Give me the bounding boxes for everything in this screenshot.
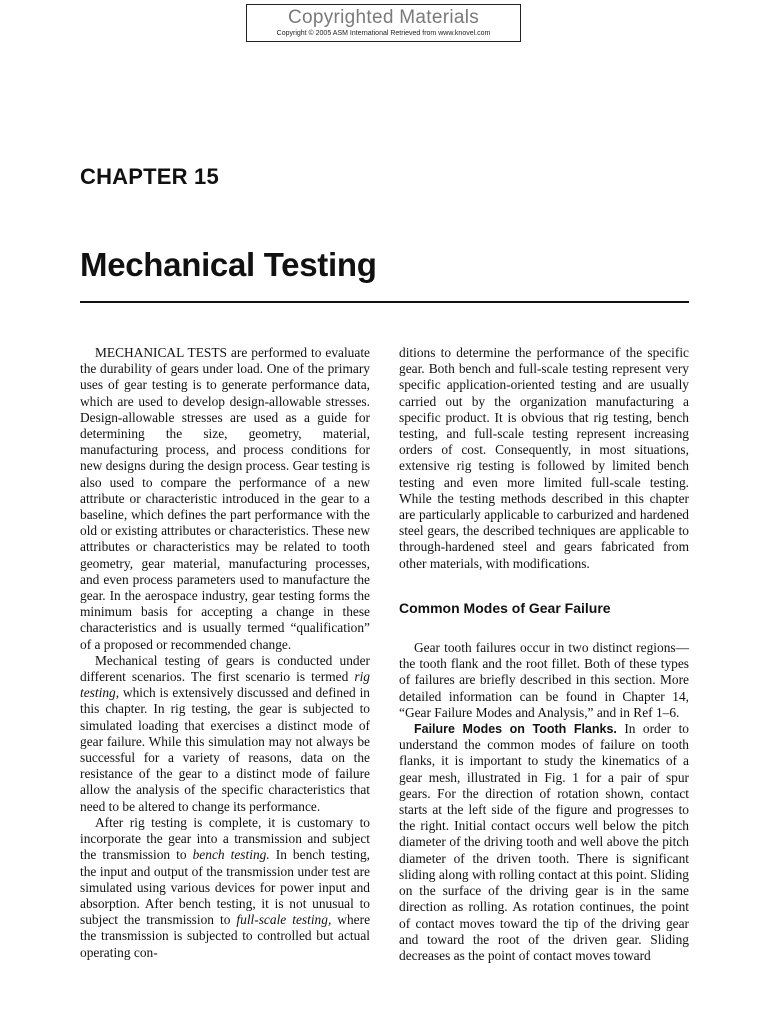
term-bench-testing: bench testing. bbox=[192, 847, 270, 863]
chapter-title: Mechanical Testing bbox=[80, 246, 377, 283]
chapter-label: CHAPTER 15 bbox=[80, 164, 219, 189]
paragraph: ditions to determine the performance of the specific gear. Both bench and full-scale testing represent very specific application-oriented testing and are usually carried out by the organization manufacturing a specific product. It is obvious that rig testing, bench testing, and full-scale testing represent increasing orders of cost. Consequently, in most situations, extensive rig testing is followed by limited bench testing and even more limited full-scale testing. While the testing methods described in this chapter are particularly applicable to carburized and hardened steel gears, the described techniques are applicable to through-hardened steel and gears fabricated from other materials, with modifications. bbox=[399, 345, 689, 571]
section-heading: Common Modes of Gear Failure bbox=[399, 599, 611, 616]
paragraph: Failure Modes on Tooth Flanks. In order to understand the common modes of failure on tooth flanks, it is important to study the kinematics of a gear mesh, illustrated in Fig. 1 for a pair of spur gears. For the direction of rotation shown, contact starts at the left side of the figure and progresses to the right. Initial contact occurs well below the pitch diameter of the driving tooth and well above the pitch diameter of the driven tooth. There is significant sliding along with rolling contact at this point. Sliding on the surface of the driving gear is in the same direction as rolling. As rotation continues, the point of contact moves toward the tip of the driving gear and toward the root of the driven gear. Sliding decreases as the point of contact moves toward bbox=[399, 721, 689, 963]
run-in-heading: Failure Modes on Tooth Flanks. bbox=[414, 722, 617, 737]
term-full-scale-testing: full-scale testing, bbox=[236, 912, 332, 928]
paragraph: Mechanical testing of gears is conducted under different scenarios. The first scenario is termed rig testing, which is extensively discussed and defined in this chapter. In rig testing, the gear is subjected to simulated loading that exercises a distinct mode of gear failure. While this simulation may not always be successful for a variety of reasons, data on the resistance of the gear to a distinct mode of failure allow the analysis of the specific characteristics that need to be altered to change its performance. bbox=[80, 652, 370, 814]
paragraph: MECHANICAL TESTS are performed to evaluate the durability of gears under load. One of the primary uses of gear testing is to generate performance data, which are used to develop design-allowable stresses. Design-allowable stresses are used as a guide for determining the size, geometry, material, manufacturing process, and process conditions for new designs during the design process. Gear testing is also used to compare the performance of a new attribute or characteristic introduced in the gear to a baseline, which defines the part performance with the old or existing attributes or characteristics. These new attributes or characteristics may be related to tooth geometry, gear material, manufacturing processes, and even process parameters used to manufacture the gear. In the aerospace industry, gear testing forms the minimum basis for accepting a change in these characteristics and is usually termed “qualification” of a proposed or recommended change. bbox=[80, 345, 370, 652]
paragraph: Gear tooth failures occur in two distinct regions—the tooth flank and the root fillet. Both of these types of failures are briefly described in this section. More detailed information can be found in Chapter 14, “Gear Failure Modes and Analysis,” and in Ref 1–6. bbox=[399, 640, 689, 720]
title-rule bbox=[80, 301, 689, 303]
copyright-banner bbox=[246, 4, 521, 42]
paragraph: After rig testing is complete, it is customary to incorporate the gear into a transmission and subject the transmission to bench testing. In bench testing, the input and output of the transmission under test are simulated using various devices for power input and absorption. After bench testing, it is not unusual to subject the transmission to full-scale testing, where the transmission is subjected to controlled but actual operating con- bbox=[80, 814, 371, 960]
left-column bbox=[80, 345, 370, 961]
banner-subtitle: Copyright © 2005 ASM International Retrieved from www.knovel.com bbox=[276, 30, 491, 37]
right-column bbox=[399, 345, 689, 964]
banner-title: Copyrighted Materials bbox=[287, 7, 480, 28]
term-rig-testing: rig testing, bbox=[80, 669, 370, 701]
